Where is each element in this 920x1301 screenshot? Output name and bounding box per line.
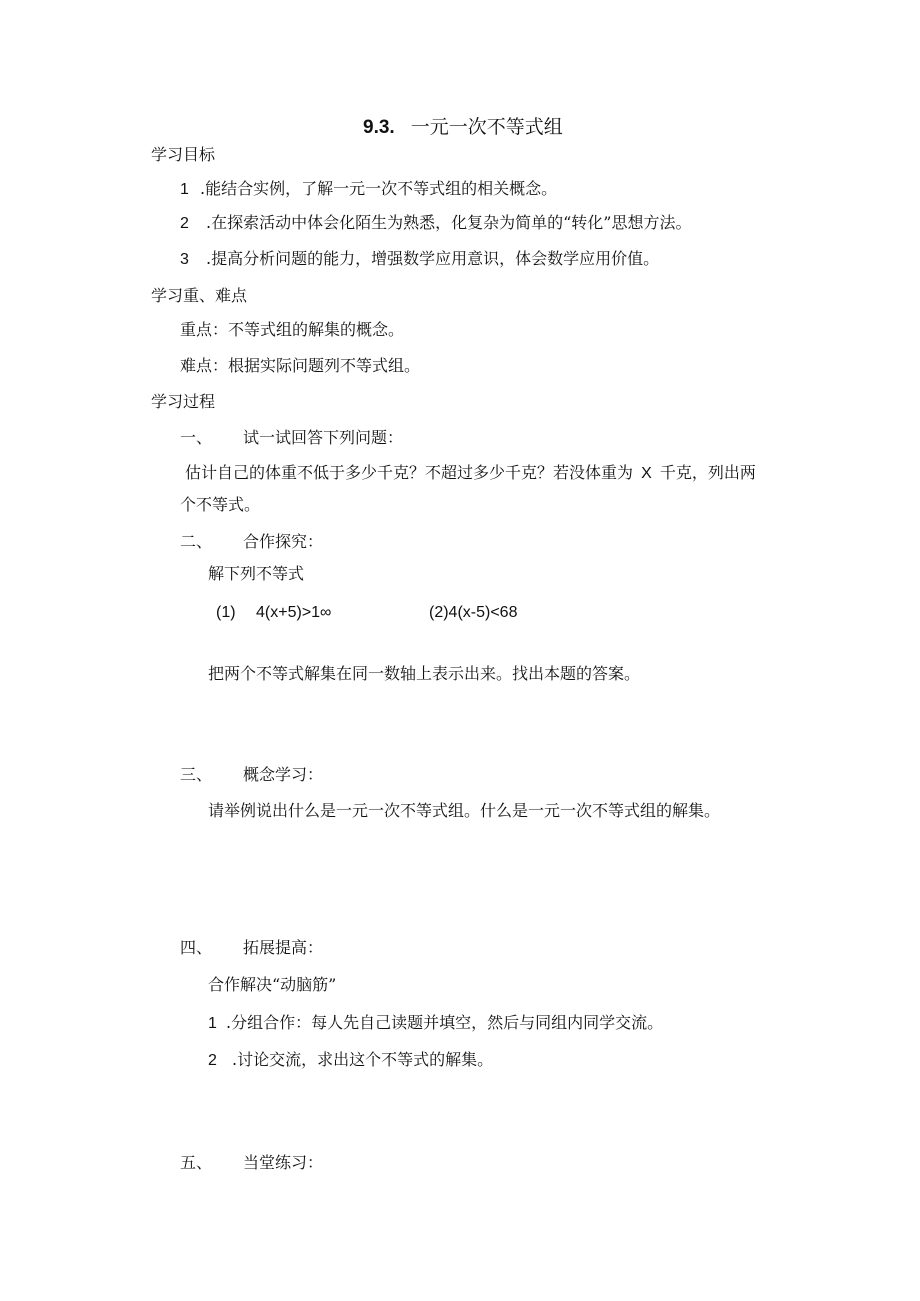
variable-x: X bbox=[641, 465, 652, 482]
section-3-title: 概念学习： bbox=[243, 765, 324, 784]
goal-number: 1 bbox=[180, 181, 189, 198]
section-2-note: 把两个不等式解集在同一数轴上表示出来。找出本题的答案。 bbox=[208, 664, 641, 683]
goal-item-3 bbox=[180, 249, 659, 270]
equation-1-label: (1) bbox=[216, 604, 236, 621]
section-1-body-line-2: 个不等式。 bbox=[180, 495, 261, 514]
difficulty-text: 难点：根据实际问题列不等式组。 bbox=[180, 356, 421, 375]
item-number: 2 bbox=[208, 1052, 217, 1069]
section-4-title: 拓展提高： bbox=[243, 938, 324, 957]
goal-item-1 bbox=[180, 179, 557, 200]
equation-1-text: 4(x+5)>1∞ bbox=[256, 604, 332, 621]
section-3-number: 三、 bbox=[180, 765, 213, 784]
section-number: 9.3. bbox=[363, 117, 395, 138]
section-3-body: 请举例说出什么是一元一次不等式组。什么是一元一次不等式组的解集。 bbox=[208, 801, 721, 820]
goal-number: 3 bbox=[180, 251, 189, 268]
goal-text: .在探索活动中体会化陌生为熟悉，化复杂为简单的“转化”思想方法。 bbox=[206, 213, 692, 232]
section-1-title: 试一试回答下列问题： bbox=[243, 428, 404, 447]
page-title bbox=[363, 117, 563, 138]
section-4-number: 四、 bbox=[180, 938, 213, 957]
section-2-number: 二、 bbox=[180, 532, 213, 551]
body-text: 千克，列出两 bbox=[659, 463, 756, 482]
key-points-heading: 学习重、难点 bbox=[151, 286, 248, 305]
section-2-intro: 解下列不等式 bbox=[208, 564, 305, 583]
section-4-intro: 合作解决“动脑筋” bbox=[208, 975, 337, 994]
title-text: 一元一次不等式组 bbox=[410, 116, 563, 138]
item-text: .分组合作：每人先自己读题并填空，然后与同组内同学交流。 bbox=[226, 1013, 664, 1032]
item-text: .讨论交流，求出这个不等式的解集。 bbox=[232, 1050, 494, 1069]
section-1-number: 一、 bbox=[180, 428, 213, 447]
equation-1 bbox=[216, 603, 331, 623]
item-number: 1 bbox=[208, 1015, 217, 1032]
section-1-body-line-1 bbox=[185, 463, 756, 484]
section-5-number: 五、 bbox=[180, 1153, 213, 1172]
section-2-title: 合作探究： bbox=[243, 532, 324, 551]
goal-number: 2 bbox=[180, 215, 189, 232]
equation-2: (2)4(x-5)<68 bbox=[429, 604, 518, 621]
goal-item-2 bbox=[180, 213, 691, 234]
section-4-item-1 bbox=[208, 1013, 663, 1034]
focus-text: 重点：不等式组的解集的概念。 bbox=[180, 320, 405, 339]
goals-heading: 学习目标 bbox=[151, 145, 216, 164]
goal-text: .提高分析问题的能力，增强数学应用意识，体会数学应用价值。 bbox=[206, 249, 660, 268]
process-heading: 学习过程 bbox=[151, 392, 216, 411]
section-4-item-2 bbox=[208, 1050, 493, 1071]
body-text: 估计自己的体重不低于多少千克？不超过多少千克？若没体重为 bbox=[185, 463, 634, 482]
goal-text: .能结合实例，了解一元一次不等式组的相关概念。 bbox=[200, 179, 558, 198]
section-5-title: 当堂练习： bbox=[243, 1153, 324, 1172]
